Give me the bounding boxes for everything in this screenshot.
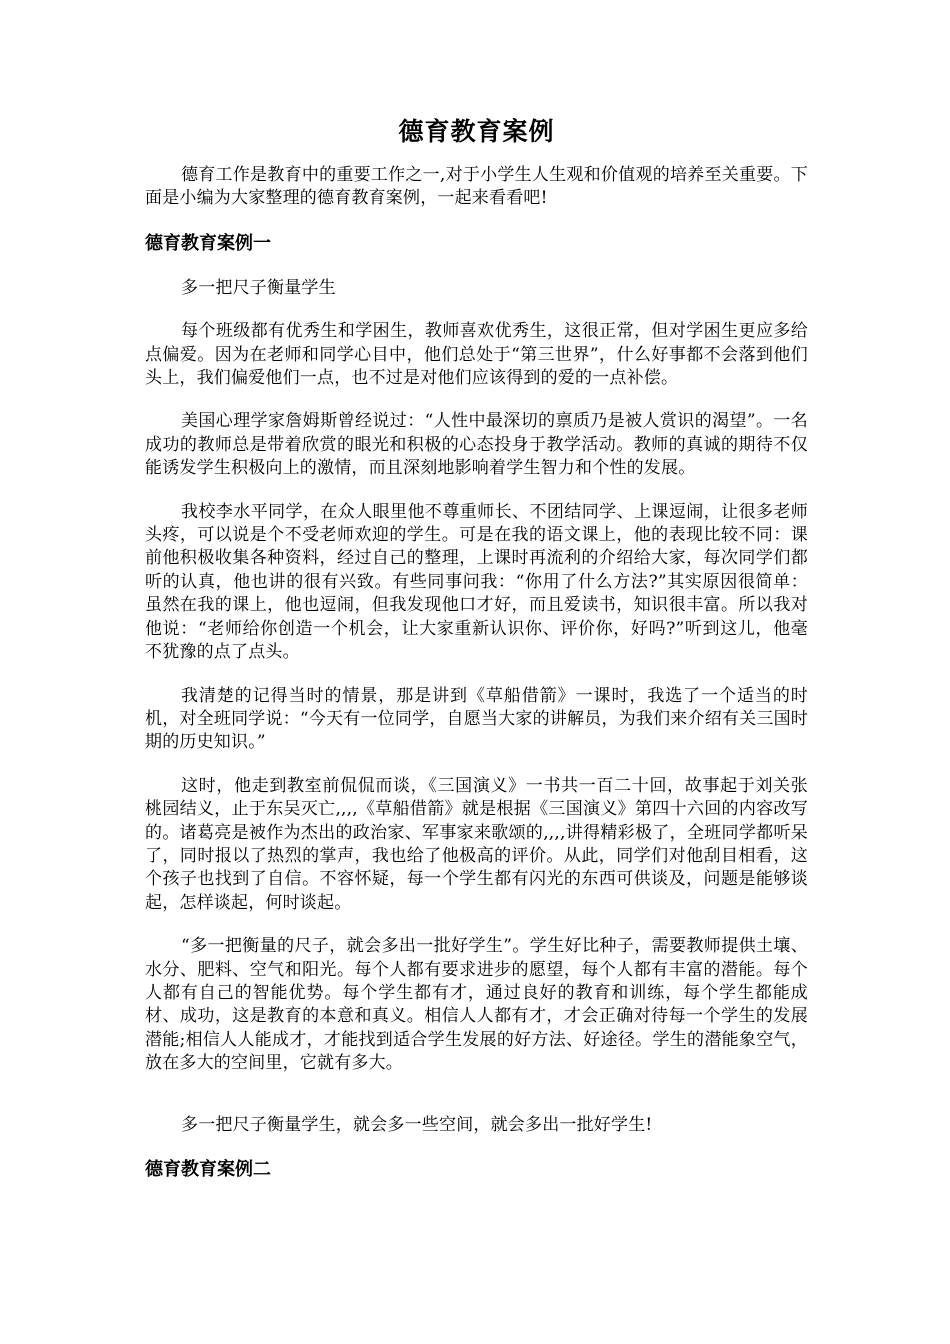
document-page bbox=[145, 112, 808, 1183]
body-paragraph: 这时，他走到教室前侃侃而谈，《三国演义》一书共一百二十回，故事起于刘关张桃园结义，止于东吴灭亡,,,,《草船借箭》就是根据《三国演义》第四十六回的内容改写的。诸葛亮是被作为杰出的政治家、军事家来歌颂的,,,,讲得精彩极了，全班同学都听呆了，同时报以了热烈的掌声，我也给了他极高的评价。从此，同学们对他刮目相看，这个孩子也找到了自信。不容怀疑，每一个学生都有闪光的东西可供谈及，问题是能够谈起，怎样谈起，何时谈起。 bbox=[145, 775, 808, 913]
spacer bbox=[145, 1076, 808, 1114]
section1-subtitle: 多一把尺子衡量学生 bbox=[181, 277, 336, 298]
spacer bbox=[145, 755, 808, 775]
body-paragraph: 每个班级都有优秀生和学困生，教师喜欢优秀生，这很正常，但对学困生更应多给点偏爱。因为在老师和同学心目中，他们总处于“第三世界”，什么好事都不会落到他们头上，我们偏爱他们一点，也不过是对他们应该得到的爱的一点补偿。 bbox=[145, 321, 808, 389]
spacer bbox=[145, 665, 808, 685]
spacer bbox=[145, 1137, 808, 1157]
document-title: 德育教育案例 bbox=[398, 117, 555, 146]
intro-paragraph: 德育工作是教育中的重要工作之一,对于小学生人生观和价值观的培养至关重要。下面是小编为大家整理的德育教育案例，一起来看看吧! bbox=[145, 165, 808, 209]
spacer bbox=[145, 211, 808, 231]
section-heading-1: 德育教育案例一 bbox=[145, 232, 271, 254]
spacer bbox=[145, 481, 808, 501]
spacer bbox=[145, 390, 808, 410]
body-paragraph: 我校李水平同学，在众人眼里他不尊重师长、不团结同学、上课逗闹，让很多老师头疼，可以说是个不受老师欢迎的学生。可是在我的语文课上，他的表现比较不同：课前他积极收集各种资料，经过自己的整理，上课时再流利的介绍给大家，每次同学们都听的认真，他也讲的很有兴致。有些同事问我：“你用了什么方法?”其实原因很简单：虽然在我的课上，他也逗闹，但我发现他口才好，而且爱读书，知识很丰富。所以我对他说：“老师给你创造一个机会，让大家重新认识你、评价你，好吗?”听到这儿，他毫不犹豫的点了点头。 bbox=[145, 501, 808, 663]
body-paragraph: “多一把衡量的尺子，就会多出一批好学生”。学生好比种子，需要教师提供土壤、水分、肥料、空气和阳光。每个人都有要求进步的愿望，每个人都有丰富的潜能。每个人都有自己的智能优势。每个学生都有才，通过良好的教育和训练，每个学生都能成材、成功，这是教育的本意和真义。相信人人都有才，才会正确对待每一个学生的发展潜能;相信人人能成才，才能找到适合学生发展的好方法、好途径。学生的潜能象空气，放在多大的空间里，它就有多大。 bbox=[145, 936, 808, 1074]
body-paragraph: 我清楚的记得当时的情景，那是讲到《草船借箭》一课时，我选了一个适当的时机，对全班同学说：“今天有一位同学，自愿当大家的讲解员，为我们来介绍有关三国时期的历史知识。” bbox=[145, 685, 808, 753]
spacer bbox=[145, 300, 808, 320]
spacer bbox=[145, 257, 808, 277]
closing-paragraph: 多一把尺子衡量学生，就会多一些空间，就会多出一批好学生! bbox=[181, 1114, 653, 1135]
section-heading-2: 德育教育案例二 bbox=[145, 1159, 271, 1180]
body-paragraph: 美国心理学家詹姆斯曾经说过：“人性中最深切的禀质乃是被人赏识的渴望”。一名成功的教师总是带着欣赏的眼光和积极的心态投身于教学活动。教师的真诚的期待不仅能诱发学生积极向上的激情，而且深刻地影响着学生智力和个性的发展。 bbox=[145, 411, 808, 479]
spacer bbox=[145, 915, 808, 935]
